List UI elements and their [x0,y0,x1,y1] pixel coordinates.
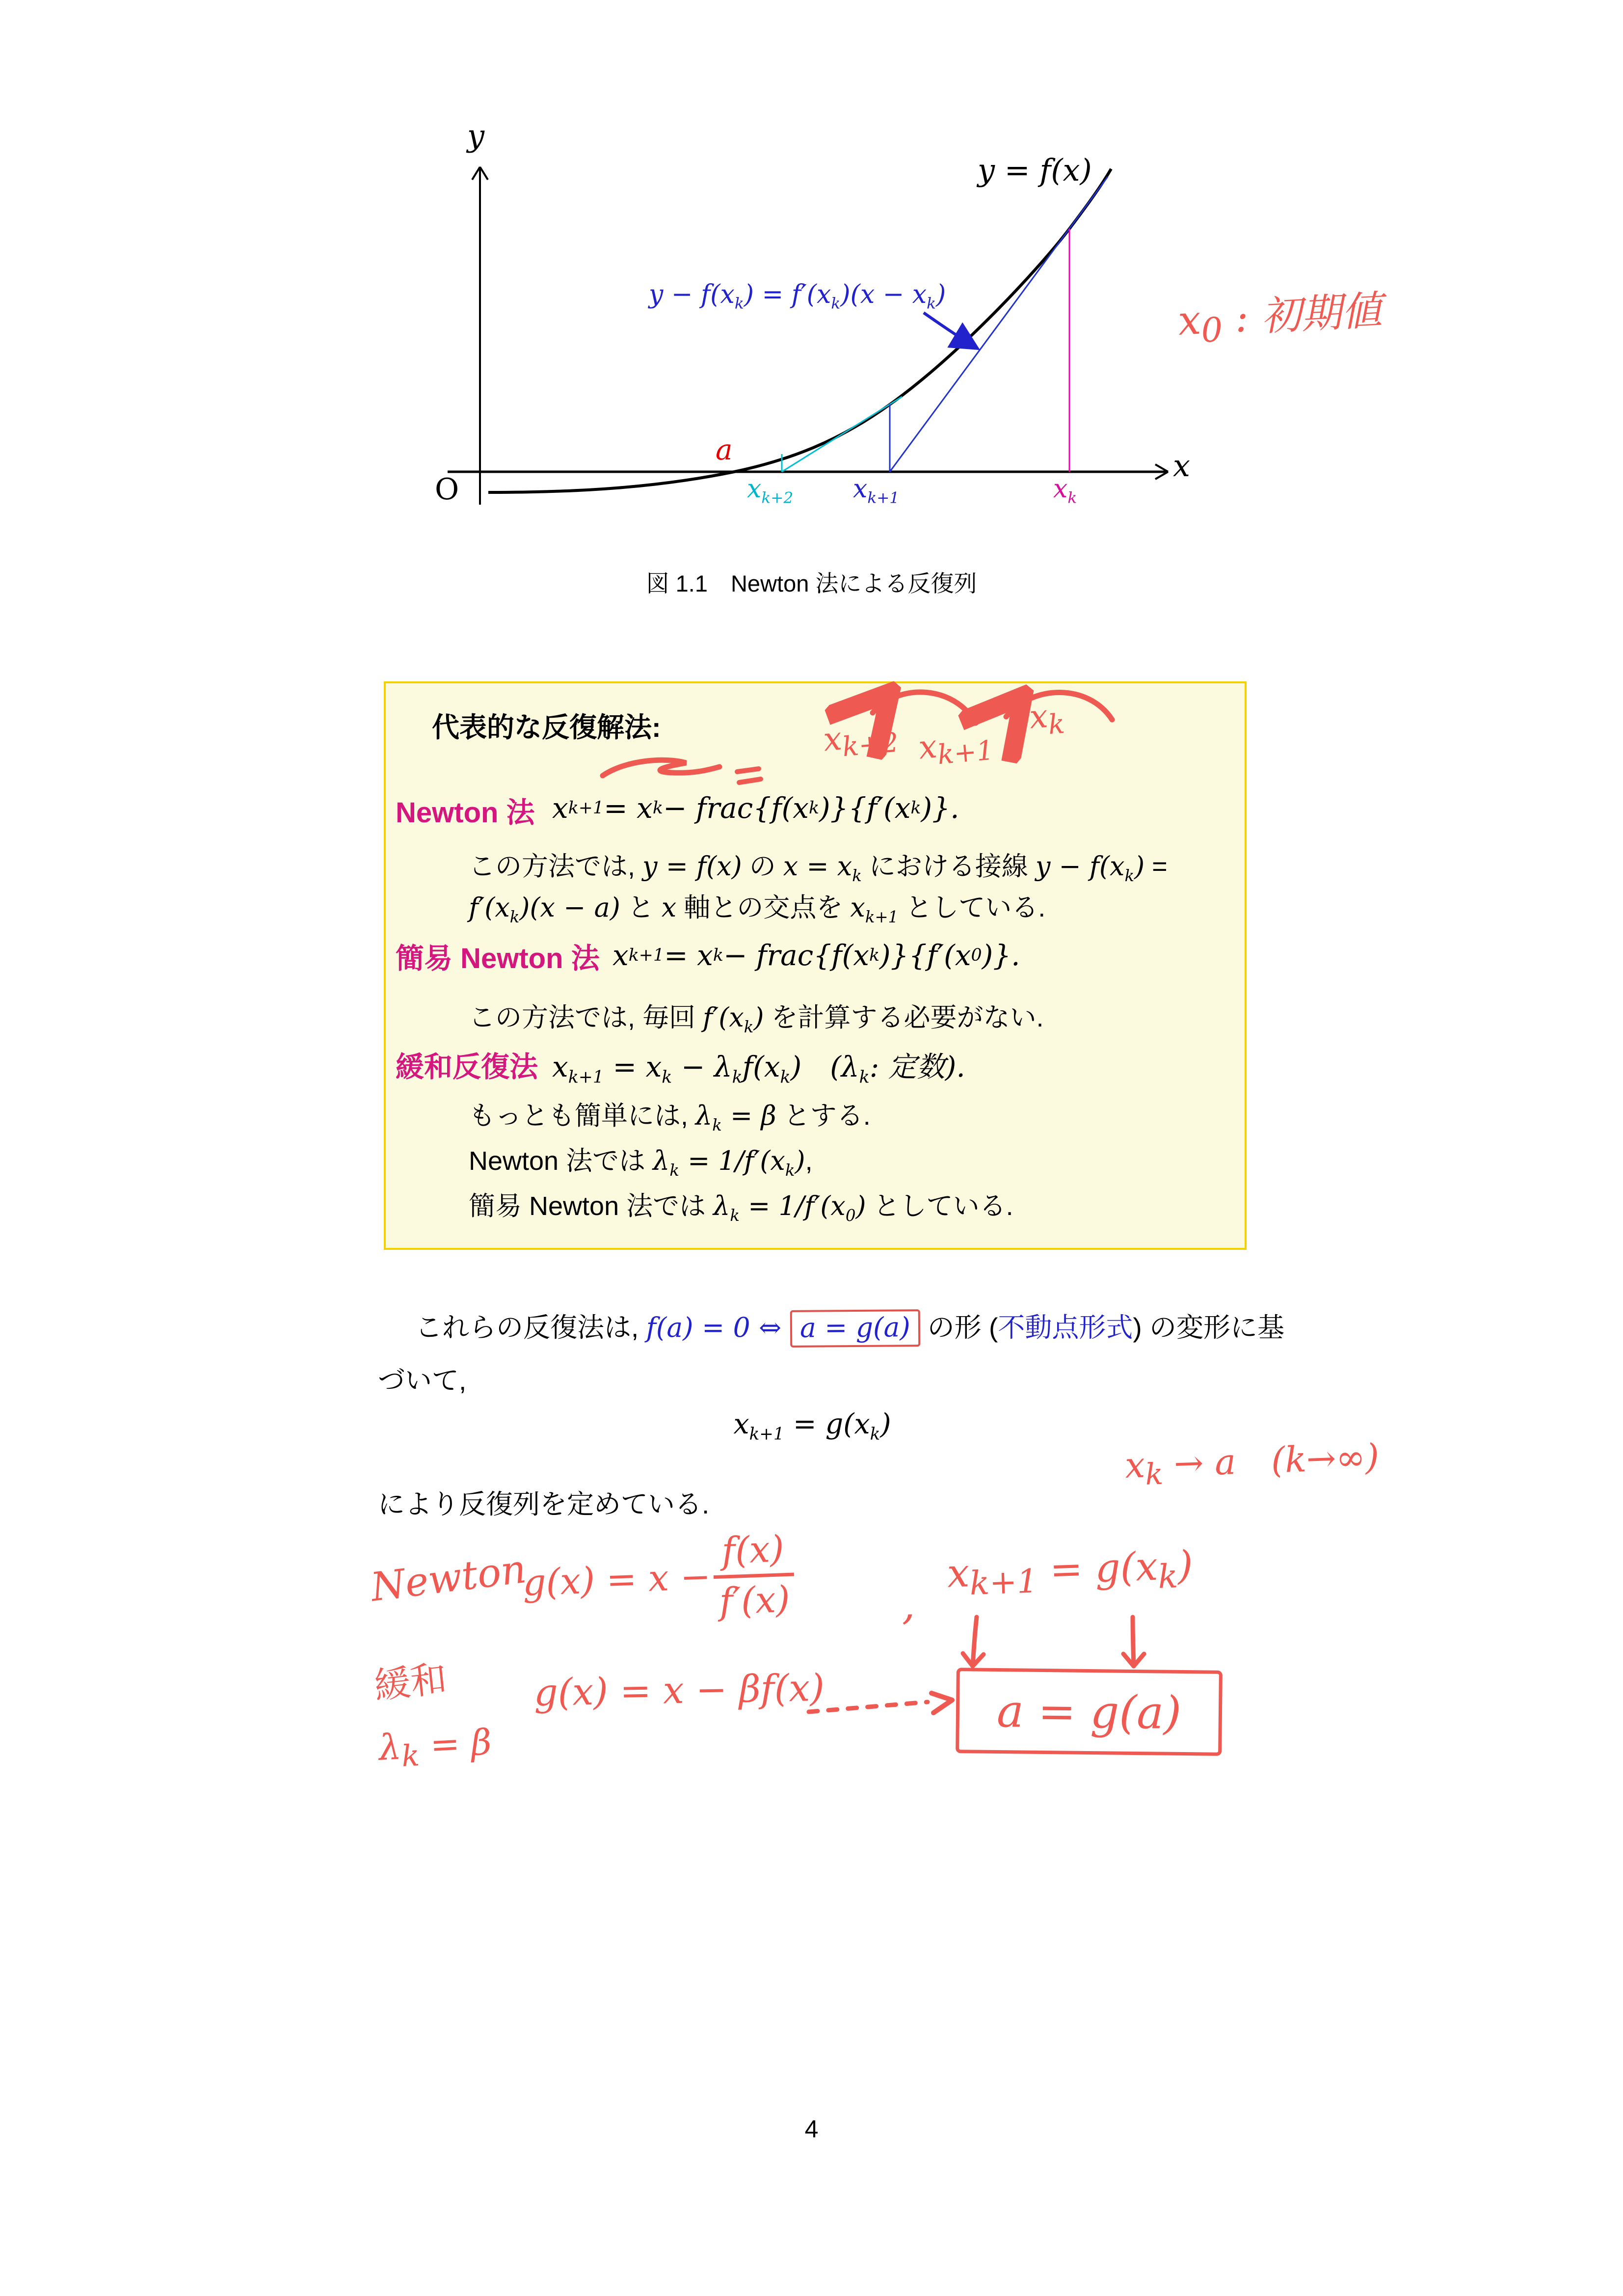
tangent-equation-label: $y - f(x_k) = f'(x_k)(x - x_k)$ [649,280,946,313]
tangent-line-xk1 [782,397,902,472]
handwritten-newton-iteration: $x_{k+1} = g(x_k)$ [946,1542,1194,1603]
handwritten-relaxation-g: g(x) = x − βf(x) [533,1665,825,1715]
xk1-tick-label: $x_{k+1}$ [853,474,900,507]
handwritten-comma: , [902,1581,915,1629]
simple-newton-formula: x k+1 = x k − frac{f(x k )}{f′(x 0 )}. [612,939,1020,972]
handwritten-relaxation-label: 緩和 [372,1657,449,1707]
handwritten-fixed-point-box [956,1668,1223,1756]
tangent-line-xk [890,177,1108,472]
handwritten-dashed-arrow [805,1681,962,1726]
newton-method-label: Newton 法 [396,797,535,829]
tangent-annotation-arrow [924,313,978,349]
figure-plot [442,137,1188,520]
paragraph-line2: づいて, [378,1365,467,1396]
simple-newton-label: 簡易 Newton 法 [396,943,600,974]
y-axis-label: y [467,118,485,154]
page-number: 4 [804,2115,819,2143]
handwritten-xk1: $x_{k+1}$ [917,727,995,771]
paragraph-math-blue: f(a) = 0 ⇔ [646,1312,790,1343]
relaxation-note3: 簡易 Newton 法では $\lambda_k = 1/f'(x_0)$ としている. [469,1190,1013,1225]
iteration-equation: $x_{k+1} = g(x_k)$ [733,1408,891,1444]
handwritten-iteration-arrows [834,676,1139,770]
paragraph-tail: ) の変形に基 [1133,1312,1284,1343]
fixed-point-boxed-equation: a = g(a) [790,1309,920,1348]
paragraph-lead: これらの反復法は, [415,1312,646,1343]
xk2-tick-label: $x_{k+2}$ [747,474,794,507]
handwritten-xk2: $x_{k+2}$ [822,719,900,763]
newton-method-note1: この方法では, y = f(x) の $x = x_k$ における接線 $y - f(x_k)$ = [469,851,1168,885]
paragraph-mid: の形 ( [920,1312,998,1343]
handwritten-newton-g: g(x) = x − $\frac{f(x)}{f'(x)}$ [521,1512,799,1644]
methods-box-title: 代表的な反復解法: [432,712,661,743]
handwritten-newton-label: Newton [368,1545,529,1611]
relaxation-label: 緩和反復法 [396,1051,538,1083]
paragraph-line1 [415,1306,1284,1347]
paragraph-closing: により反復列を定めている. [378,1489,710,1519]
newton-method-formula: x k+1 = x k − frac{f(x k )}{f′(x k )}. [552,791,959,825]
relaxation-note2: Newton 法では $\lambda_k = 1/f'(x_k)$, [469,1145,813,1180]
handwritten-initial-value-note: $x_0$ : 初期値 [1176,287,1383,351]
handwritten-xk: $x_k$ [1028,697,1066,740]
xk-tick-label: $x_k$ [1053,474,1077,507]
newton-method-note2: $f'(x_k)(x - a)$ と x 軸との交点を $x_{k+1}$ としている. [469,892,1046,926]
relaxation-formula: $x_{k+1} = x_k - \lambda_kf(x_k)$ ($\lambda_k$: 定数). [552,1050,965,1087]
handwritten-lambda-beta: $\lambda_k = \beta$ [377,1721,493,1774]
relaxation-note1: もっとも簡単には, $\lambda_k = \beta$ とする. [469,1100,871,1134]
fixed-point-form-term: 不動点形式 [998,1312,1133,1343]
origin-label: O [435,472,459,507]
curve-label: y = f(x) [978,152,1092,188]
figure-caption: 図 1.1 Newton 法による反復列 [646,570,977,596]
x-axis-label: x [1173,448,1190,484]
function-curve [488,169,1111,492]
root-label: a [716,433,733,466]
simple-newton-note1: この方法では, 毎回 $f'(x_k)$ を計算する必要がない. [469,1002,1044,1036]
y-axis [472,167,488,505]
handwritten-limit-note: $x_k \to a$ (k→∞) [1124,1435,1380,1492]
handwritten-fixed-point-equation: a = g(a) [996,1684,1182,1739]
